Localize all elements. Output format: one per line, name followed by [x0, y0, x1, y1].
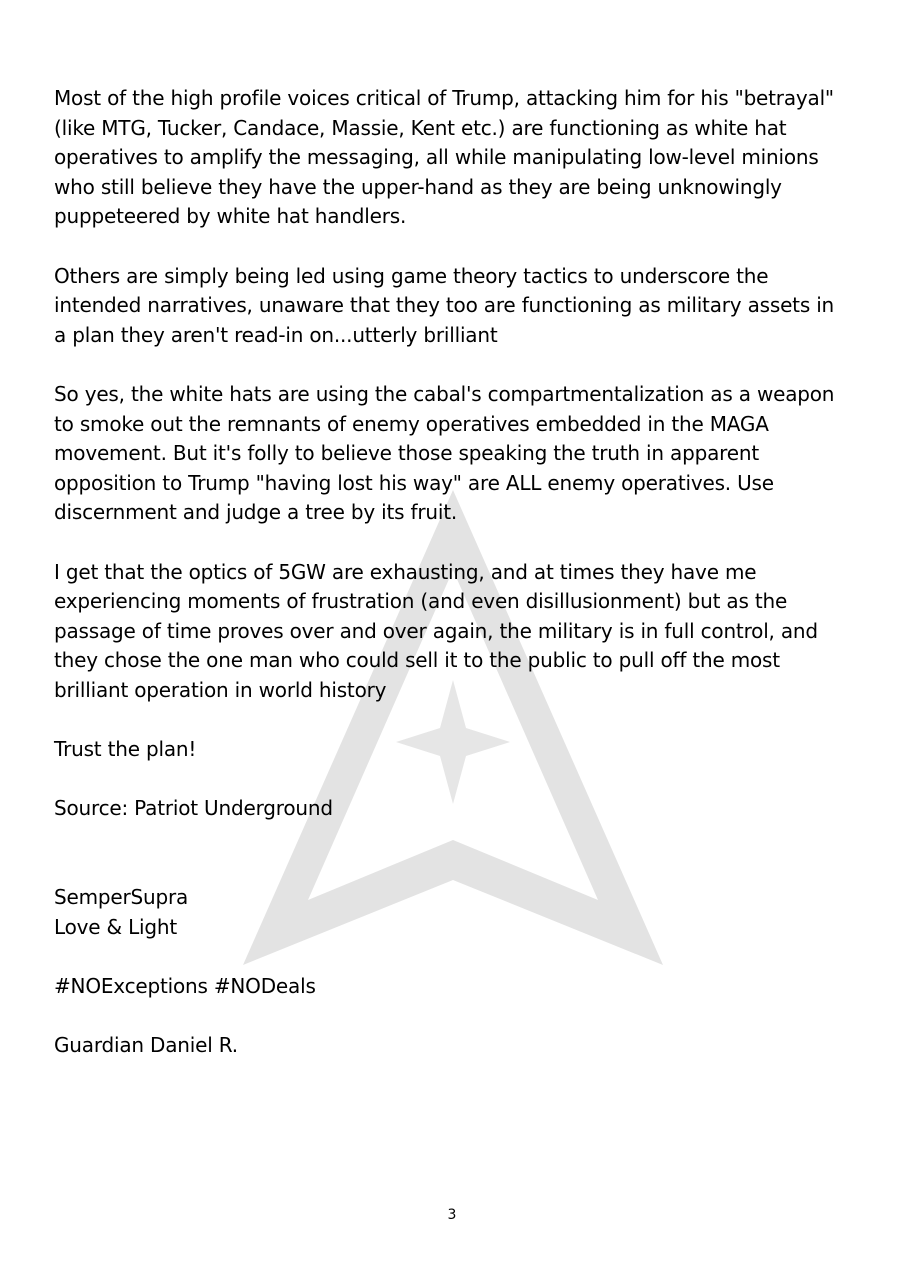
closing-line: Trust the plan!: [54, 737, 197, 762]
paragraph-4: I get that the optics of 5GW are exhausting, and at times they have me experiencing moments of frustration (and even disillusionment) but as the passage of time proves over and over again, the military is in full control, and they chose the one man who could sell it to the public to pull off the most brilliant operation in world history: [54, 559, 818, 702]
paragraph-1: Most of the high profile voices critical of Trump, attacking him for his "betrayal" (like MTG, Tucker, Candace, Massie, Kent etc.) are functioning as white hat operatives to amplify the messaging, all while manipulating low-level minions who still believe they have the upper-hand as they are being unknowingly puppeteered by white hat handlers.: [54, 86, 834, 229]
author-name: Guardian Daniel R.: [54, 1033, 238, 1057]
hashtags: #NOExceptions #NODeals: [54, 973, 316, 998]
signature-name: SemperSupra: [54, 885, 189, 910]
signature-tagline: Love & Light: [54, 914, 177, 939]
paragraph-2: Others are simply being led using game theory tactics to underscore the intended narratives, unaware that they too are functioning as military assets in a plan they aren't read-in on...utterly brilliant: [54, 263, 835, 347]
page-number: 3: [447, 1207, 457, 1223]
source-line: Source: Patriot Underground: [54, 796, 333, 821]
paragraph-3: So yes, the white hats are using the cabal's compartmentalization as a weapon to smoke out the remnants of enemy operatives embedded in the MAGA movement. But it's folly to believe those speaking the truth in apparent opposition to Trump "having lost his way" are ALL enemy operatives. Use discernment and judge a tree by its fruit.: [54, 381, 835, 525]
document-body: [54, 84, 854, 1061]
